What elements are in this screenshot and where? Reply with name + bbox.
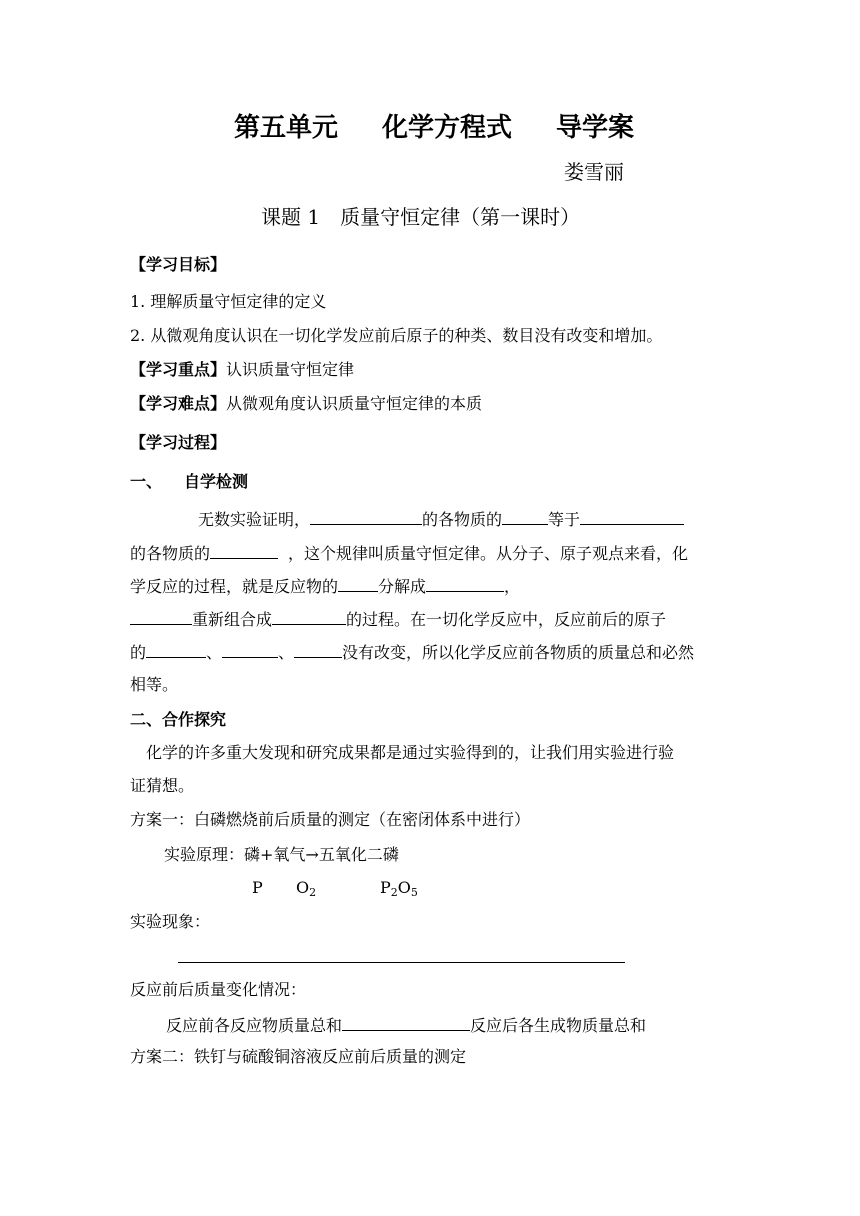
difficulty-text: 从微观角度认识质量守恒定律的本质: [226, 394, 483, 413]
mass-change-label: 反应前后质量变化情况：: [130, 980, 307, 999]
objectives-heading: 【学习目标】: [130, 255, 227, 274]
focus-line: [130, 360, 354, 380]
text-run: ，这个规律叫质量守恒定律。从分子、原子观点来看，化: [288, 544, 689, 563]
formula-oxygen: [296, 878, 316, 898]
phenomenon-label: 实验现象：: [130, 912, 211, 931]
fill-line-4: [130, 608, 666, 630]
mass-compare-line: [166, 1014, 646, 1036]
text-run: 等于: [548, 510, 581, 529]
answer-blank[interactable]: [210, 542, 278, 559]
fill-line-6: 相等。: [130, 675, 179, 694]
difficulty-line: [130, 394, 482, 414]
answer-blank[interactable]: [222, 641, 278, 658]
plan1-title: 方案一：白磷燃烧前后质量的测定（在密闭体系中进行）: [130, 810, 531, 829]
lesson-title: 课题 1 质量守恒定律（第一课时）: [261, 205, 581, 229]
doc-type-label: 导学案: [556, 113, 635, 143]
topic-label: 化学方程式: [382, 113, 513, 143]
answer-blank[interactable]: [294, 641, 342, 658]
document-title: [234, 112, 634, 144]
text-run: 、: [206, 643, 223, 662]
element-symbol: O: [397, 878, 411, 897]
answer-blank[interactable]: [342, 1014, 470, 1031]
text-run: 没有改变，所以化学反应前各物质的质量总和必然: [342, 643, 695, 662]
objective-item: 2. 从微观角度认识在一切化学发应前后原子的种类、数目没有改变和增加。: [130, 326, 663, 345]
subscript: 5: [410, 886, 418, 899]
text-run: 的: [130, 643, 147, 662]
subscript: 2: [309, 886, 317, 899]
answer-blank[interactable]: [502, 508, 548, 525]
text-run: 的各物质的: [422, 510, 503, 529]
difficulty-label: 【学习难点】: [130, 394, 227, 413]
answer-blank[interactable]: [580, 508, 684, 525]
answer-blank[interactable]: [146, 641, 206, 658]
text-run: 无数实验证明，: [198, 510, 311, 529]
element-symbol: P: [380, 878, 391, 897]
text-run: 学反应的过程，就是反应物的: [130, 577, 339, 596]
text-run: ，: [504, 577, 521, 596]
phenomenon-answer-line[interactable]: [178, 962, 625, 963]
answer-blank[interactable]: [130, 608, 192, 625]
answer-blank[interactable]: [338, 575, 378, 592]
text-run: 反应后各生成物质量总和: [470, 1016, 647, 1035]
formula-phosphorus: P: [252, 878, 263, 897]
text-run: 分解成: [378, 577, 427, 596]
fill-line-3: [130, 575, 520, 597]
unit-label: 第五单元: [234, 113, 339, 143]
section2-title: 二、合作探究: [130, 710, 227, 729]
text-run: 反应前各反应物质量总和: [166, 1016, 343, 1035]
text-run: 的各物质的: [130, 544, 211, 563]
section1-number: 一、: [130, 472, 163, 491]
text-run: 重新组合成: [192, 610, 273, 629]
fill-line-5: [130, 641, 694, 663]
answer-blank[interactable]: [426, 575, 504, 592]
objective-item: 1. 理解质量守恒定律的定义: [130, 292, 327, 311]
fill-line-1: [198, 508, 684, 530]
author-name: 娄雪丽: [564, 160, 624, 184]
subscript: 2: [390, 886, 398, 899]
text-run: 、: [278, 643, 295, 662]
focus-label: 【学习重点】: [130, 360, 227, 379]
answer-blank[interactable]: [272, 608, 346, 625]
section1-title: 自学检测: [184, 472, 249, 491]
answer-blank[interactable]: [310, 508, 422, 525]
plan2-title: 方案二：铁钉与硫酸铜溶液反应前后质量的测定: [130, 1047, 467, 1066]
focus-text: 认识质量守恒定律: [226, 360, 355, 379]
section2-intro: 化学的许多重大发现和研究成果都是通过实验得到的，让我们用实验进行验: [146, 743, 675, 762]
element-symbol: O: [296, 878, 310, 897]
plan1-principle: 实验原理：磷+氧气→五氧化二磷: [164, 845, 399, 864]
section2-intro-cont: 证猜想。: [130, 776, 195, 795]
text-run: 的过程。在一切化学反应中，反应前后的原子: [346, 610, 667, 629]
process-heading: 【学习过程】: [130, 433, 227, 452]
formula-p2o5: [380, 878, 418, 898]
fill-line-2: [130, 542, 688, 564]
